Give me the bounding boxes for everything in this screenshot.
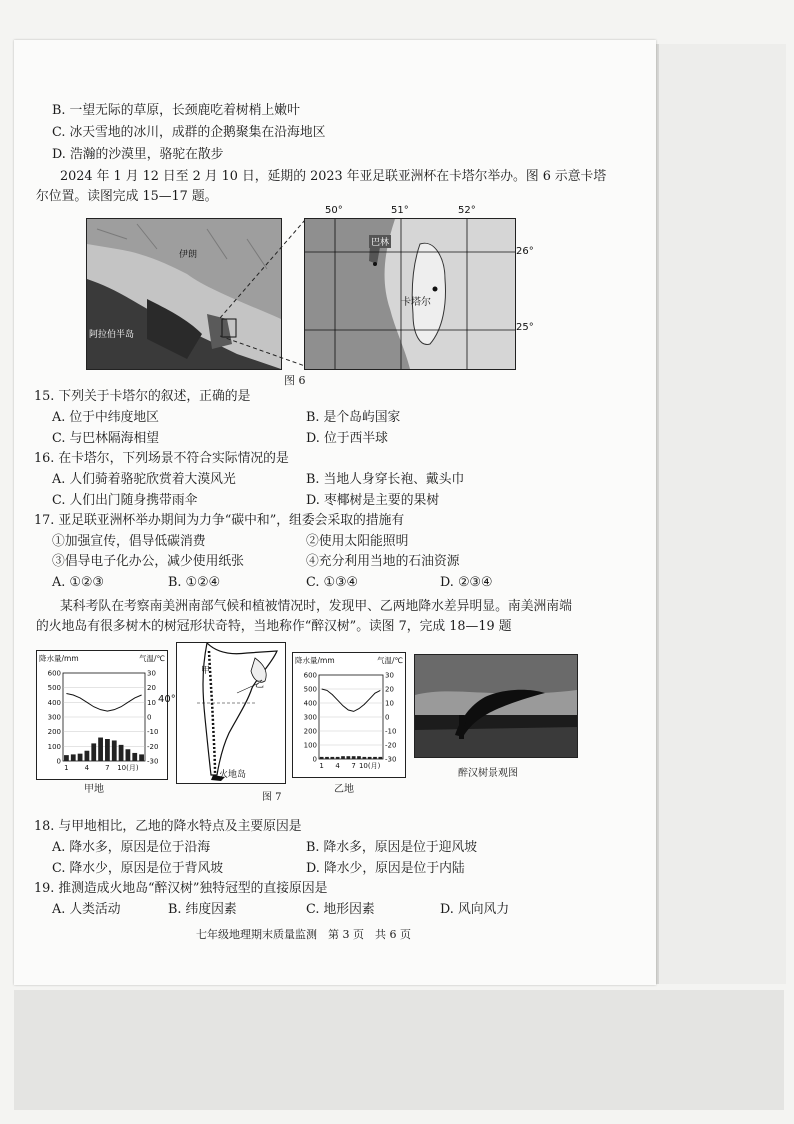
- yi-precip-bar: [320, 757, 324, 759]
- fig7-label-40: 40°: [158, 694, 176, 705]
- fig6-connector-lines: [220, 218, 310, 368]
- jia-ytick-right: 0: [147, 713, 152, 722]
- fig7-label-yi: 乙: [255, 680, 265, 690]
- yi-ytick-left: 300: [303, 713, 317, 722]
- fig6-lat-25: 25°: [516, 322, 534, 333]
- jia-precip-bar: [132, 753, 137, 761]
- climate-chart-jia: [36, 650, 168, 780]
- jia-ytick-right: 10: [147, 698, 156, 707]
- yi-precip-bar: [346, 756, 350, 759]
- yi-ytick-left: 600: [303, 671, 317, 680]
- intro-1-line-1: 2024 年 1 月 12 日至 2 月 10 日，延期的 2023 年亚足联亚洲杯在卡塔尔举办。图 6 示意卡塔: [60, 169, 607, 184]
- jia-ytick-right: 20: [147, 684, 156, 693]
- q16-option-c: C. 人们出门随身携带雨伞: [52, 493, 198, 508]
- q15-option-d: D. 位于西半球: [306, 431, 388, 446]
- chart-jia-caption: 甲地: [84, 784, 104, 795]
- yi-ytick-right: -30: [385, 755, 397, 764]
- climate-chart-jia-svg: [37, 651, 167, 779]
- yi-precip-bar: [341, 756, 345, 759]
- q19-option-c: C. 地形因素: [306, 902, 375, 917]
- yi-temperature-line: [322, 689, 381, 711]
- q18-option-a: A. 降水多，原因是位于沿海: [52, 840, 211, 855]
- q17-stem: 17. 亚足联亚洲杯举办期间为力争“碳中和”，组委会采取的措施有: [34, 513, 405, 528]
- jia-precip-bar: [64, 755, 69, 761]
- yi-xtick: 7: [351, 762, 356, 770]
- jia-ytick-left: 100: [47, 742, 61, 751]
- yi-xtick: 10(月): [358, 762, 381, 770]
- chart-yi-caption: 乙地: [334, 784, 354, 795]
- fig7-map: [176, 642, 286, 784]
- fig6-lon-50: 50°: [325, 205, 343, 216]
- jia-precip-bar: [119, 745, 124, 761]
- fig7-caption: 图 7: [262, 792, 282, 803]
- yi-ytick-left: 100: [303, 741, 317, 750]
- yi-precip-bar: [325, 757, 329, 759]
- q18-stem: 18. 与甲地相比，乙地的降水特点及主要原因是: [34, 819, 302, 834]
- jia-precip-bar: [139, 754, 144, 761]
- photo-caption: 醉汉树景观图: [458, 768, 518, 779]
- yi-ylabel-left: 降水量/mm: [295, 656, 335, 665]
- jia-precip-bar: [78, 754, 83, 761]
- jia-precip-bar: [98, 738, 103, 761]
- yi-precip-bar: [378, 757, 382, 759]
- yi-precip-bar: [330, 757, 334, 759]
- yi-xtick: 1: [319, 762, 324, 770]
- yi-ytick-left: 500: [303, 685, 317, 694]
- climate-chart-yi: [292, 652, 406, 778]
- jia-xtick: 4: [84, 764, 90, 772]
- scan-margin: [14, 990, 784, 1110]
- jia-ytick-right: -20: [147, 742, 159, 751]
- drunken-tree-photo-svg: [415, 655, 577, 757]
- jia-xtick: 1: [64, 764, 69, 772]
- q15-option-a: A. 位于中纬度地区: [52, 410, 159, 425]
- fig7-label-huodidao: 火地岛: [219, 770, 247, 780]
- yi-ylabel-right: 气温/℃: [377, 656, 403, 665]
- jia-ytick-left: 600: [47, 669, 61, 678]
- option-b-top: B. 一望无际的草原，长颈鹿吃着树梢上嫩叶: [52, 103, 300, 118]
- fig6-lon-52: 52°: [458, 205, 476, 216]
- jia-xtick: 7: [105, 764, 110, 772]
- yi-ytick-left: 0: [312, 755, 317, 764]
- jia-precip-bar: [105, 739, 110, 761]
- q17-option-b: B. ①②④: [168, 575, 220, 590]
- yi-ytick-left: 200: [303, 727, 317, 736]
- q18-option-d: D. 降水少，原因是位于内陆: [306, 861, 465, 876]
- fig7-map-svg: [177, 643, 285, 783]
- fig6-right-map: [304, 218, 516, 370]
- jia-ytick-left: 200: [47, 728, 61, 737]
- q16-option-d: D. 枣椰树是主要的果树: [306, 493, 440, 508]
- jia-precip-bar: [112, 740, 117, 761]
- yi-precip-bar: [368, 757, 372, 759]
- bleed-through-area: [656, 44, 786, 984]
- jia-precip-bar: [71, 754, 76, 761]
- q17-option-a: A. ①②③: [52, 575, 104, 590]
- q17-item-4: ④充分利用当地的石油资源: [306, 554, 460, 569]
- yi-ytick-right: -20: [385, 741, 397, 750]
- page-footer: 七年级地理期末质量监测 第 3 页 共 6 页: [196, 928, 411, 941]
- q17-item-1: ①加强宣传，倡导低碳消费: [52, 534, 206, 549]
- fig6-lat-26: 26°: [516, 246, 534, 257]
- jia-ytick-left: 0: [56, 757, 61, 766]
- climate-chart-yi-svg: [293, 653, 405, 777]
- q17-item-2: ②使用太阳能照明: [306, 534, 409, 549]
- fig6-label-arabia: 阿拉伯半岛: [89, 330, 135, 340]
- q18-option-c: C. 降水少，原因是位于背风坡: [52, 861, 224, 876]
- q16-stem: 16. 在卡塔尔，下列场景不符合实际情况的是: [34, 451, 289, 466]
- jia-ylabel-left: 降水量/mm: [39, 654, 79, 663]
- q19-option-d: D. 风向风力: [440, 902, 510, 917]
- yi-precip-bar: [373, 757, 377, 759]
- yi-precip-bar: [336, 757, 340, 759]
- q15-option-b: B. 是个岛屿国家: [306, 410, 401, 425]
- yi-ytick-right: 30: [385, 671, 394, 680]
- fig6-label-qatar: 卡塔尔: [401, 297, 431, 308]
- jia-ylabel-right: 气温/℃: [139, 654, 165, 663]
- q16-option-b: B. 当地人身穿长袍、戴头巾: [306, 472, 465, 487]
- q17-item-3: ③倡导电子化办公，减少使用纸张: [52, 554, 244, 569]
- jia-xtick: 10(月): [117, 764, 139, 772]
- jia-precip-bar: [85, 751, 90, 761]
- q17-option-c: C. ①③④: [306, 575, 358, 590]
- q19-option-a: A. 人类活动: [52, 902, 121, 917]
- intro-2-line-2: 的火地岛有很多树木的树冠形状奇特，当地称作“醉汉树”。读图 7，完成 18—19 题: [36, 619, 512, 634]
- yi-ytick-right: 10: [385, 699, 394, 708]
- jia-precip-bar: [126, 749, 131, 761]
- yi-precip-bar: [362, 757, 366, 759]
- q17-option-d: D. ②③④: [440, 575, 493, 590]
- intro-1-line-2: 尔位置。读图完成 15—17 题。: [36, 189, 218, 204]
- yi-ytick-right: -10: [385, 727, 397, 736]
- yi-xtick: 4: [335, 762, 340, 770]
- drunken-tree-photo: [414, 654, 578, 758]
- q16-option-a: A. 人们骑着骆驼欣赏着大漠风光: [52, 472, 236, 487]
- fig7-label-jia: 甲: [201, 666, 211, 676]
- jia-ytick-left: 400: [47, 698, 61, 707]
- fig6-lon-51: 51°: [391, 205, 409, 216]
- yi-ytick-left: 400: [303, 699, 317, 708]
- q15-option-c: C. 与巴林隔海相望: [52, 431, 160, 446]
- jia-ytick-right: -10: [147, 728, 159, 737]
- q15-stem: 15. 下列关于卡塔尔的叙述，正确的是: [34, 389, 251, 404]
- q19-option-b: B. 纬度因素: [168, 902, 237, 917]
- intro-2-line-1: 某科考队在考察南美洲南部气候和植被情况时，发现甲、乙两地降水差异明显。南美洲南端: [60, 599, 572, 614]
- fig6-caption: 图 6: [284, 374, 306, 387]
- option-c-top: C. 冰天雪地的冰川，成群的企鹅聚集在沿海地区: [52, 125, 326, 140]
- fig6-label-bahrain: 巴林: [369, 235, 391, 248]
- fig6-label-iran: 伊朗: [179, 250, 198, 260]
- jia-ytick-left: 500: [47, 684, 61, 693]
- jia-ytick-left: 300: [47, 713, 61, 722]
- q19-stem: 19. 推测造成火地岛“醉汉树”独特冠型的直接原因是: [34, 881, 328, 896]
- yi-precip-bar: [352, 756, 356, 759]
- jia-ytick-right: 30: [147, 669, 156, 678]
- option-d-top: D. 浩瀚的沙漠里，骆驼在散步: [52, 147, 224, 162]
- yi-ytick-right: 20: [385, 685, 394, 694]
- jia-precip-bar: [91, 743, 96, 761]
- yi-precip-bar: [357, 756, 361, 759]
- jia-ytick-right: -30: [147, 757, 159, 766]
- q18-option-b: B. 降水多，原因是位于迎风坡: [306, 840, 478, 855]
- yi-ytick-right: 0: [385, 713, 390, 722]
